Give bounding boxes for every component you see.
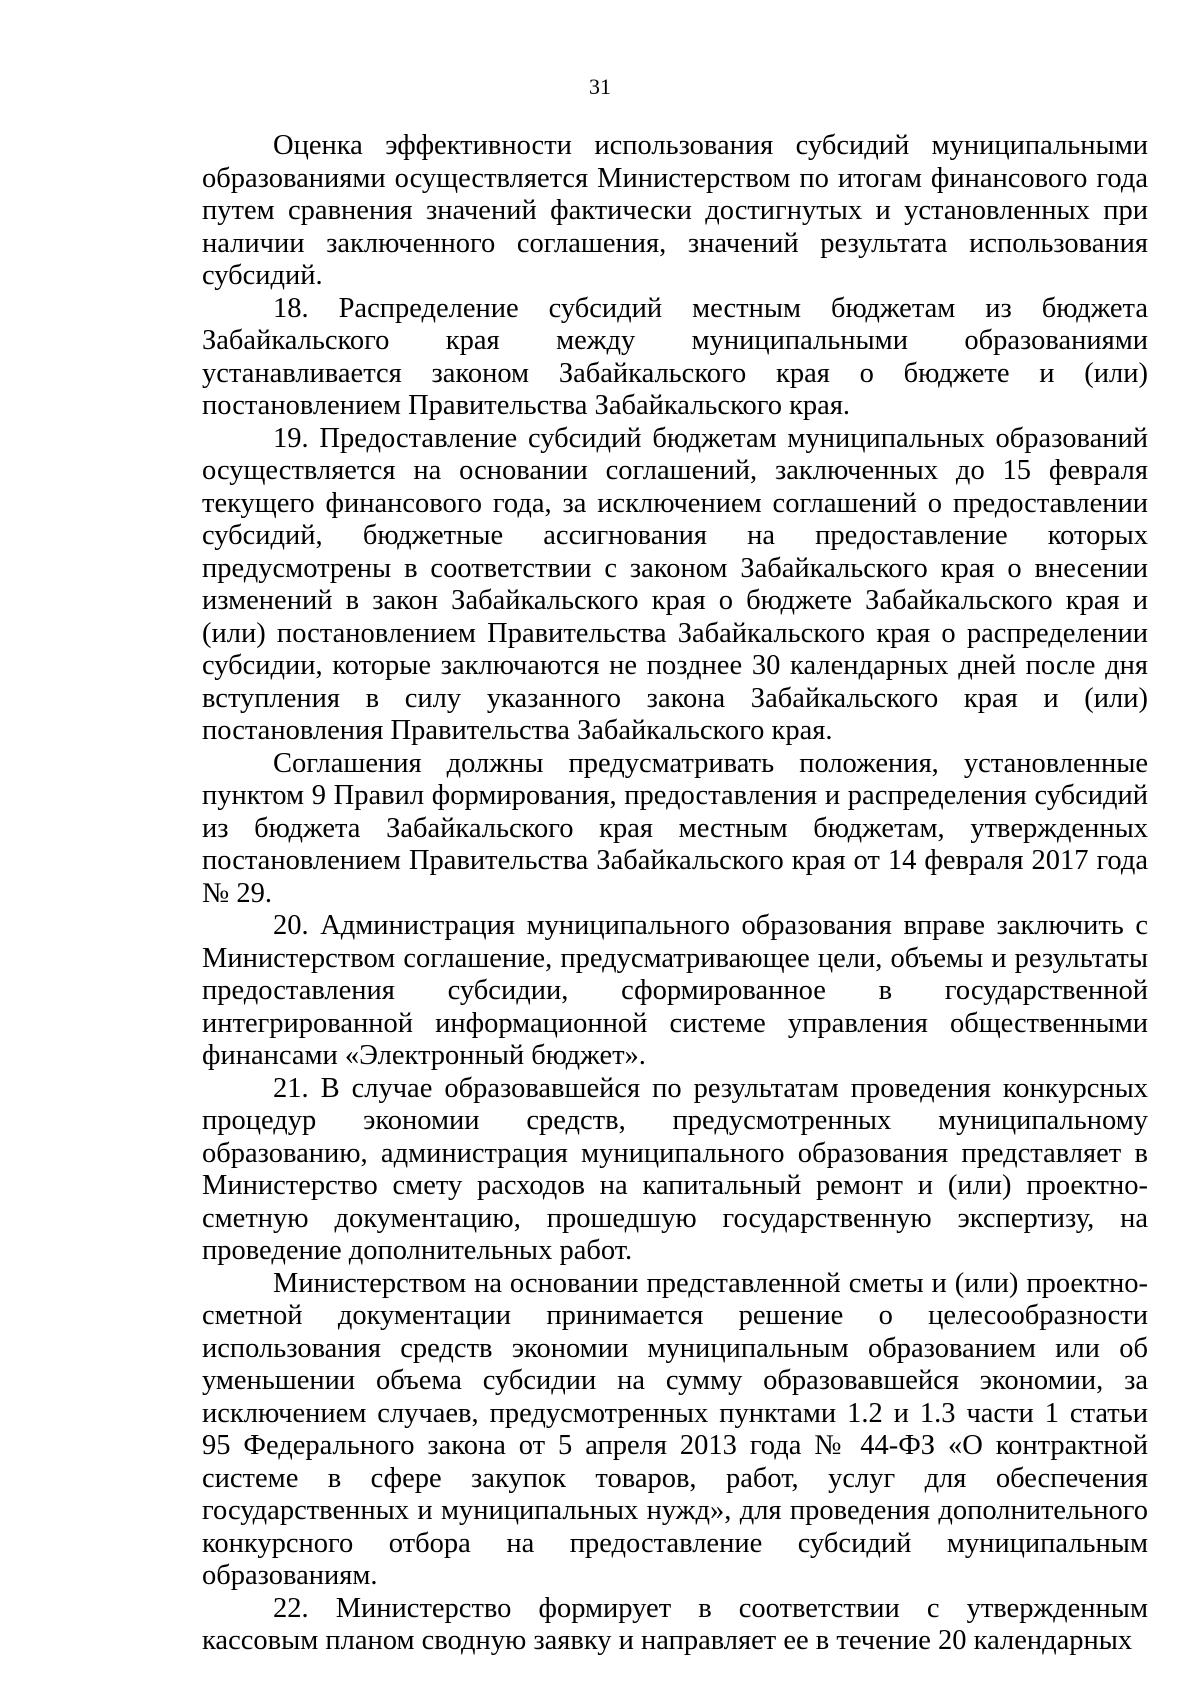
paragraph-21: 21. В случае образовавшейся по результатам проведения конкурсных процедур экономии средств, предусмотренных муниципальному образованию, администрация муниципального образования представляет в Министерство смету расходов на капитальный ремонт и (или) проектно-сметную документацию, прошедшую государственную экспертизу, на проведение дополнительных работ. <box>202 1072 1148 1266</box>
paragraph-20: 20. Администрация муниципального образования вправе заключить с Министерством соглашение, предусматривающее цели, объемы и результаты предоставления субсидии, сформированное в государственной интегрированной информационной системе управления общественными финансами «Электронный бюджет». <box>202 910 1148 1071</box>
paragraph-19: 19. Предоставление субсидий бюджетам муниципальных образований осуществляется на основании соглашений, заключенных до 15 февраля текущего финансового года, за исключением соглашений о предоставлении субсидий, бюджетные ассигнования на предоставление которых предусмотрены в соответствии с законом Забайкальского края о внесении изменений в закон Забайкальского края о бюджете Забайкальского края и (или) постановлением Правительства Забайкальского края о распределении субсидии, которые заключаются не позднее 30 календарных дней после дня вступления в силу указанного закона Забайкальского края и (или) постановления Правительства Забайкальского края. <box>202 422 1148 746</box>
paragraph-ministry-decision: Министерством на основании представленной сметы и (или) проектно-сметной документации принимается решение о целесообразности использования средств экономии муниципальным образованием или об уменьшении объема субсидии на сумму образовавшейся экономии, за исключением случаев, предусмотренных пунктами 1.2 и 1.3 части 1 статьи 95 Федерального закона от 5 апреля 2013 года № 44-ФЗ «О контрактной системе в сфере закупок товаров, работ, услуг для обеспечения государственных и муниципальных нужд», для проведения дополнительного конкурсного отбора на предоставление субсидий муниципальным образованиям. <box>202 1267 1148 1591</box>
paragraph-18: 18. Распределение субсидий местным бюджетам из бюджета Забайкальского края между муниципальными образованиями устанавливается законом Забайкальского края о бюджете и (или) постановлением Правительства Забайкальского края. <box>202 292 1148 421</box>
paragraph-22: 22. Министерство формирует в соответствии с утвержденным кассовым планом сводную заявку и направляет ее в течение 20 календарных <box>202 1592 1148 1656</box>
document-body <box>202 130 1148 1658</box>
paragraph-agreements: Соглашения должны предусматривать положения, установленные пунктом 9 Правил формирования, предоставления и распределения субсидий из бюджета Забайкальского края местным бюджетам, утвержденных постановлением Правительства Забайкальского края от 14 февраля 2017 года № 29. <box>202 747 1148 909</box>
paragraph-evaluation: Оценка эффективности использования субсидий муниципальными образованиями осуществляется Министерством по итогам финансового года путем сравнения значений фактически достигнутых и установленных при наличии заключенного соглашения, значений результата использования субсидий. <box>202 130 1148 291</box>
page-number: 31 <box>589 74 611 99</box>
